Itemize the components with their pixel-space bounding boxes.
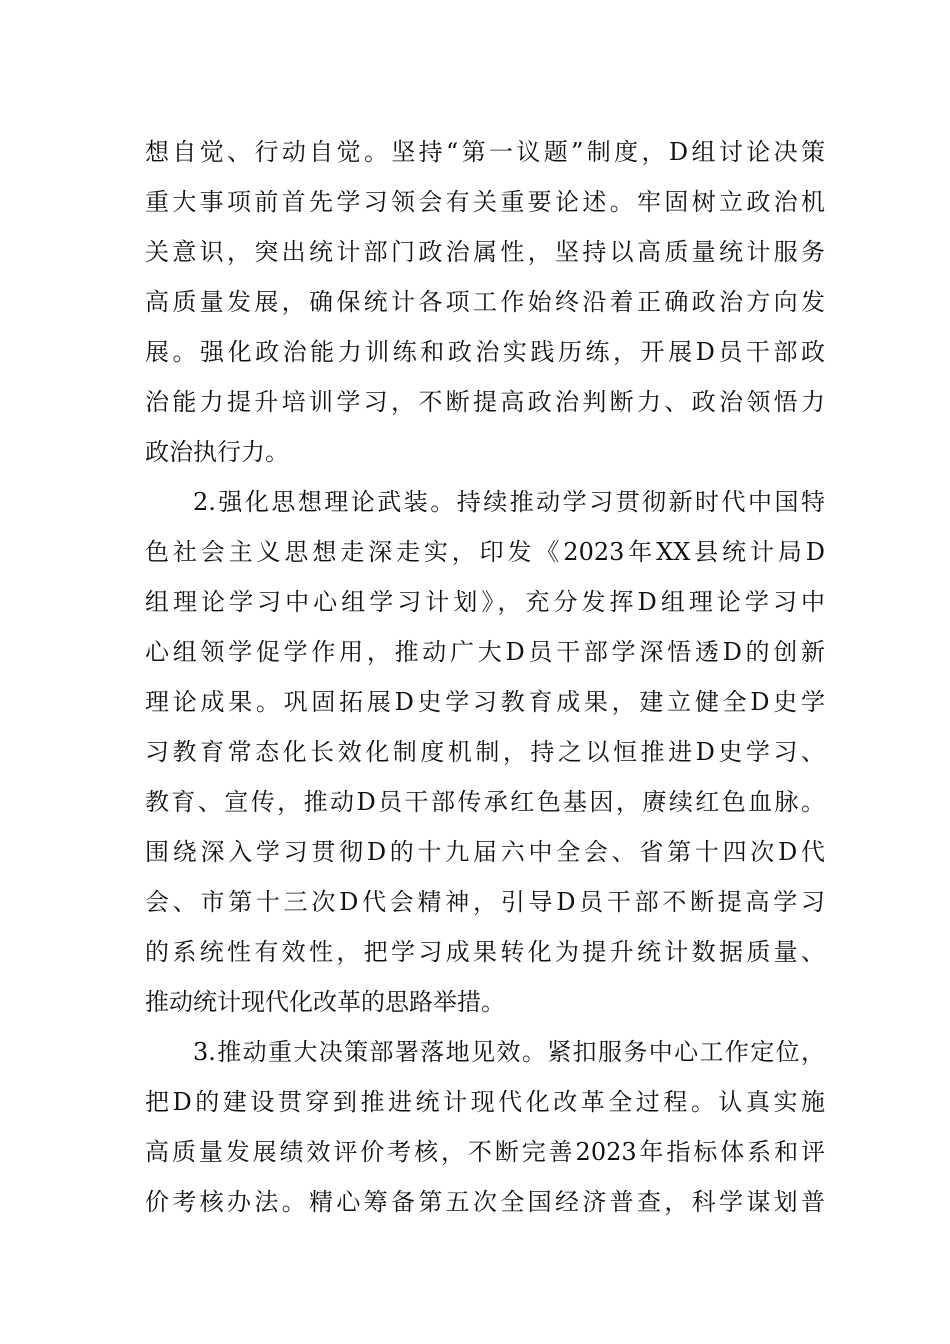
text-line: 想自觉、行动自觉。坚持“第一议题”制度，D组讨论决策 [145,138,825,166]
text-line: 高质量发展，确保统计各项工作始终沿着正确政治方向发 [145,288,825,316]
text-line: 会、市第十三次D代会精神，引导D员干部不断提高学习 [145,888,825,916]
text-line: 推动统计现代化改革的思路举措。 [145,988,505,1016]
text-line: 高质量发展绩效评价考核，不断完善2023年指标体系和评 [145,1138,825,1166]
paragraph-heading-line: 2.强化思想理论武装。持续推动学习贯彻新时代中国特 [193,488,825,516]
text-line: 重大事项前首先学习领会有关重要论述。牢固树立政治机 [145,188,825,216]
text-line: 心组领学促学作用，推动广大D员干部学深悟透D的创新 [145,638,825,666]
text-line: 教育、宣传，推动D员干部传承红色基因，赓续红色血脉。 [145,788,825,816]
text-line: 围绕深入学习贯彻D的十九届六中全会、省第十四次D代 [145,838,825,866]
text-line: 关意识，突出统计部门政治属性，坚持以高质量统计服务 [145,238,825,266]
text-line: 价考核办法。精心筹备第五次全国经济普查，科学谋划普 [145,1188,825,1216]
paragraph-heading-line: 3.推动重大决策部署落地见效。紧扣服务中心工作定位， [193,1038,825,1066]
text-line: 展。强化政治能力训练和政治实践历练，开展D员干部政 [145,338,825,366]
text-line: 的系统性有效性，把学习成果转化为提升统计数据质量、 [145,938,825,966]
text-line: 组理论学习中心组学习计划》，充分发挥D组理论学习中 [145,588,825,616]
text-line: 习教育常态化长效化制度机制，持之以恒推进D史学习、 [145,738,825,766]
text-line: 治能力提升培训学习，不断提高政治判断力、政治领悟力 [145,388,825,416]
text-line: 政治执行力。 [145,438,289,466]
text-line: 理论成果。巩固拓展D史学习教育成果，建立健全D史学 [145,688,825,716]
text-line: 把D的建设贯穿到推进统计现代化改革全过程。认真实施 [145,1088,825,1116]
text-line: 色社会主义思想走深走实，印发《2023年XX县统计局D [145,538,825,566]
